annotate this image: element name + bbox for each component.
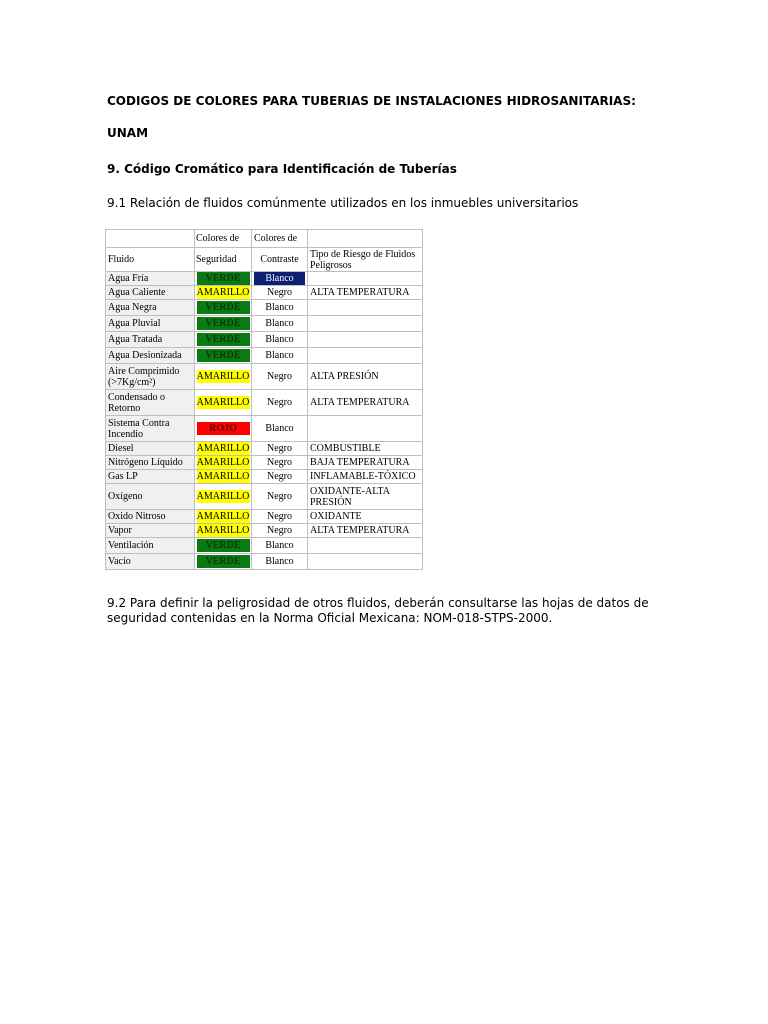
table-row (106, 272, 423, 286)
footnote-paragraph: 9.2 Para definir la peligrosidad de otros fluidos, deberán consultarse las hojas de datos de seguridad contenidas en la Norma Oficial Mexicana: NOM-018-STPS-2000. (107, 596, 649, 625)
fluido-cell: Gas LP (106, 470, 195, 484)
riesgo-cell: ALTA TEMPERATURA (308, 286, 423, 300)
riesgo-cell: COMBUSTIBLE (308, 442, 423, 456)
table-row (106, 484, 423, 510)
contraste-cell: Blanco (252, 416, 308, 442)
seguridad-cell (195, 484, 252, 510)
section-heading: 9. Código Cromático para Identificación de Tuberías (107, 162, 457, 176)
contraste-cell: Blanco (252, 300, 308, 316)
fluido-cell: Nitrógeno Líquido (106, 456, 195, 470)
riesgo-cell: OXIDANTE-ALTA PRESIÓN (308, 484, 423, 510)
seguridad-cell (195, 470, 252, 484)
seguridad-cell (195, 442, 252, 456)
seguridad-cell (195, 390, 252, 416)
riesgo-cell: ALTA PRESIÓN (308, 364, 423, 390)
header-top-cell (106, 230, 195, 248)
fluido-cell: Agua Negra (106, 300, 195, 316)
contraste-cell: Negro (252, 510, 308, 524)
fluido-cell: Agua Fría (106, 272, 195, 286)
safety-color-chip: AMARILLO (196, 511, 250, 522)
contraste-cell (252, 272, 308, 286)
safety-color-chip: AMARILLO (196, 443, 250, 454)
header-contraste: Contraste (252, 248, 308, 272)
header-top-cell (308, 230, 423, 248)
header-riesgo: Tipo de Riesgo de Fluidos Peligrosos (308, 248, 423, 272)
fluido-cell: Vacío (106, 554, 195, 570)
riesgo-cell (308, 348, 423, 364)
contraste-cell: Blanco (252, 538, 308, 554)
riesgo-cell (308, 416, 423, 442)
contraste-cell: Blanco (252, 554, 308, 570)
seguridad-cell (195, 300, 252, 316)
contraste-cell: Negro (252, 286, 308, 300)
seguridad-cell (195, 272, 252, 286)
table-row (106, 442, 423, 456)
seguridad-cell (195, 348, 252, 364)
fluido-cell: Aire Comprimido (>7Kg/cm²) (106, 364, 195, 390)
organization-name: UNAM (107, 126, 149, 140)
safety-color-chip: AMARILLO (196, 491, 250, 502)
safety-color-chip: AMARILLO (196, 287, 250, 298)
table-row (106, 416, 423, 442)
table-row (106, 456, 423, 470)
fluido-cell: Agua Desionizada (106, 348, 195, 364)
fluido-cell: Diesel (106, 442, 195, 456)
seguridad-cell (195, 456, 252, 470)
contraste-cell: Negro (252, 390, 308, 416)
riesgo-cell: ALTA TEMPERATURA (308, 524, 423, 538)
safety-color-chip: AMARILLO (196, 457, 250, 468)
seguridad-cell (195, 316, 252, 332)
contraste-cell: Blanco (252, 332, 308, 348)
contraste-cell: Negro (252, 456, 308, 470)
contraste-cell: Negro (252, 524, 308, 538)
table-row (106, 286, 423, 300)
riesgo-cell: BAJA TEMPERATURA (308, 456, 423, 470)
fluido-cell: Agua Tratada (106, 332, 195, 348)
contraste-cell: Blanco (252, 348, 308, 364)
table-row (106, 300, 423, 316)
table-row (106, 470, 423, 484)
table-row (106, 510, 423, 524)
riesgo-cell: OXIDANTE (308, 510, 423, 524)
riesgo-cell (308, 316, 423, 332)
seguridad-cell (195, 510, 252, 524)
riesgo-cell (308, 272, 423, 286)
table-row (106, 538, 423, 554)
seguridad-cell (195, 286, 252, 300)
table-row (106, 554, 423, 570)
header-seguridad: Seguridad (195, 248, 252, 272)
contraste-cell: Negro (252, 442, 308, 456)
table-row (106, 364, 423, 390)
document-title: CODIGOS DE COLORES PARA TUBERIAS DE INSTALACIONES HIDROSANITARIAS: (107, 94, 636, 108)
seguridad-cell (195, 332, 252, 348)
contraste-cell: Negro (252, 470, 308, 484)
header-fluido: Fluido (106, 248, 195, 272)
fluido-cell: Agua Caliente (106, 286, 195, 300)
safety-color-chip: AMARILLO (196, 471, 250, 482)
table-row (106, 390, 423, 416)
subsection-heading: 9.1 Relación de fluidos comúnmente utilizados en los inmuebles universitarios (107, 196, 579, 210)
safety-color-chip: VERDE (197, 539, 250, 552)
table-row (106, 316, 423, 332)
table-header-top-row (106, 230, 423, 248)
seguridad-cell (195, 364, 252, 390)
riesgo-cell (308, 332, 423, 348)
table-row (106, 332, 423, 348)
fluid-color-table (105, 229, 423, 570)
fluido-cell: Sistema Contra Incendio (106, 416, 195, 442)
fluido-cell: Oxido Nitroso (106, 510, 195, 524)
safety-color-chip: VERDE (197, 555, 250, 568)
safety-color-chip: VERDE (197, 301, 250, 314)
contrast-color-chip: Blanco (254, 272, 305, 285)
safety-color-chip: VERDE (197, 317, 250, 330)
seguridad-cell (195, 538, 252, 554)
safety-color-chip: AMARILLO (196, 397, 250, 408)
seguridad-cell (195, 524, 252, 538)
table-header-row (106, 248, 423, 272)
riesgo-cell (308, 538, 423, 554)
header-top-cell: Colores de (252, 230, 308, 248)
contraste-cell: Negro (252, 484, 308, 510)
safety-color-chip: VERDE (197, 272, 250, 285)
safety-color-chip: VERDE (197, 333, 250, 346)
table-row (106, 524, 423, 538)
seguridad-cell (195, 416, 252, 442)
fluido-cell: Condensado o Retorno (106, 390, 195, 416)
safety-color-chip: AMARILLO (196, 371, 250, 382)
fluido-cell: Agua Pluvial (106, 316, 195, 332)
riesgo-cell: ALTA TEMPERATURA (308, 390, 423, 416)
safety-color-chip: AMARILLO (196, 525, 250, 536)
seguridad-cell (195, 554, 252, 570)
safety-color-chip: VERDE (197, 349, 250, 362)
fluido-cell: Vapor (106, 524, 195, 538)
riesgo-cell (308, 554, 423, 570)
safety-color-chip: ROJO (197, 422, 250, 435)
contraste-cell: Negro (252, 364, 308, 390)
table-row (106, 348, 423, 364)
riesgo-cell (308, 300, 423, 316)
fluido-cell: Oxígeno (106, 484, 195, 510)
riesgo-cell: INFLAMABLE-TÓXICO (308, 470, 423, 484)
header-top-cell: Colores de (195, 230, 252, 248)
contraste-cell: Blanco (252, 316, 308, 332)
fluido-cell: Ventilación (106, 538, 195, 554)
